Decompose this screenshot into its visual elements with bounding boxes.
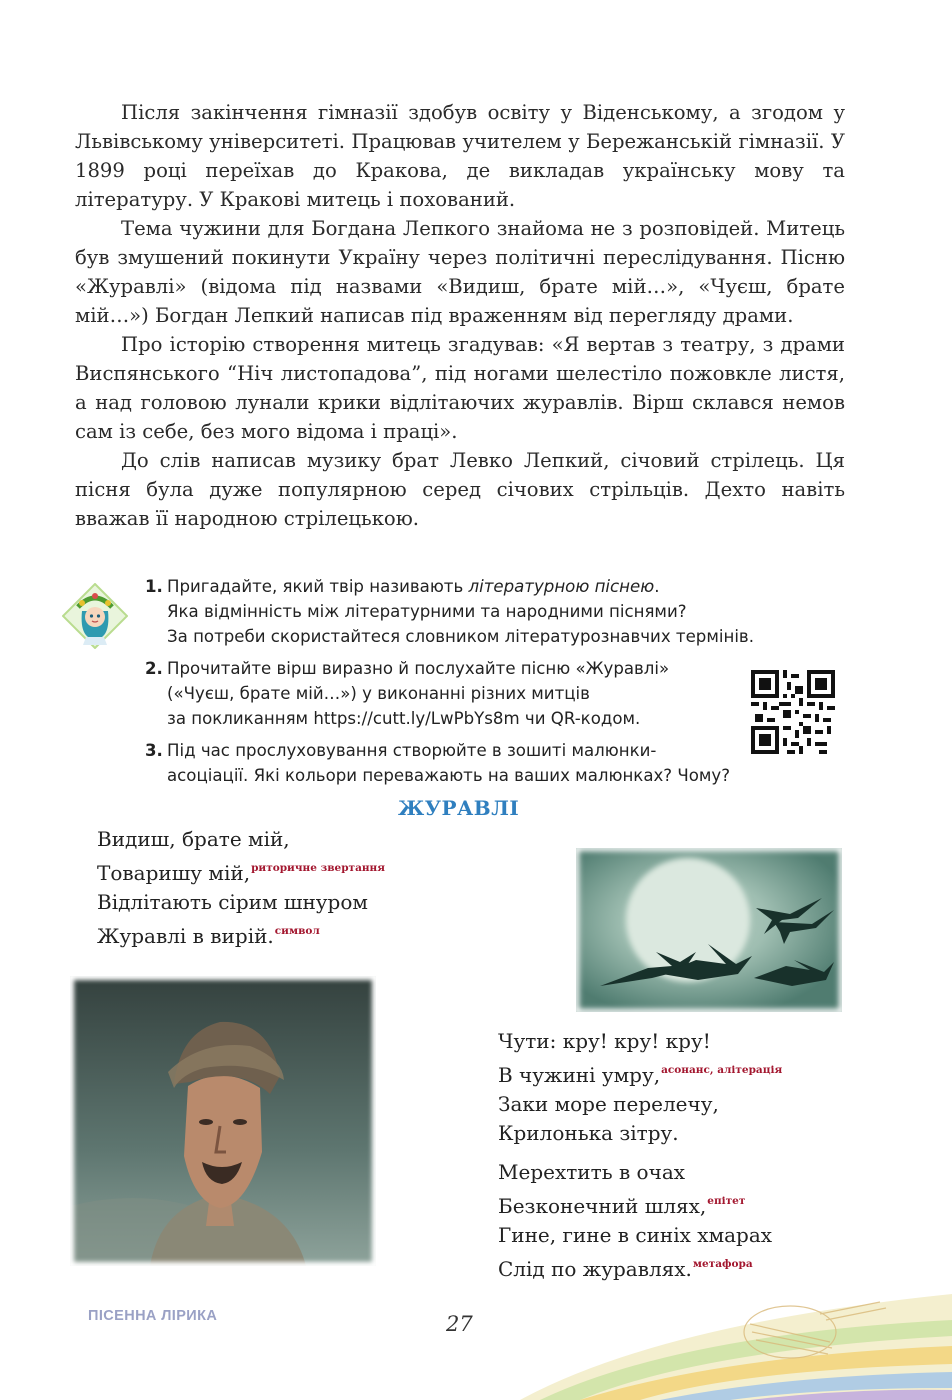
tasks-list xyxy=(145,574,845,795)
poem-line: Безконечний шлях,$^{епітет}$ xyxy=(498,1194,746,1218)
poem-line: Журавлі в вирій.$^{символ}$ xyxy=(97,924,320,948)
girl-with-wreath-icon xyxy=(62,583,128,649)
task-number: 3. xyxy=(145,741,163,760)
stanza-1 xyxy=(97,825,385,951)
task-number: 2. xyxy=(145,659,163,678)
task-text: За потреби скористайтеся словником літературознавчих термінів. xyxy=(167,627,754,646)
stanza-3 xyxy=(498,1158,772,1284)
paragraph-3: Про історію створення митець згадував: «Я вертав з театру, з драми Виспянського “Ніч листопадова”, під ногами шелестіло пожовкле листя, а над головою лунали крики відлітаючих журавлів. Вірш склався немов сам із себе, без мого відома і праці». xyxy=(75,333,845,443)
section-label: ПІСЕННА ЛІРИКА xyxy=(88,1308,218,1324)
poem-line: Крилонька зітру. xyxy=(498,1121,679,1145)
paragraph-2: Тема чужини для Богдана Лепкого знайома не з розповідей. Митець був змушений покинути Україну через політичні переслідування. Пісню «Журавлі» (відома під назвами «Видиш, брате мій…», «Чуєш, брате мій…») Богдан Лепкий написав під враженням від перегляду драми. xyxy=(75,217,845,327)
task-text: Пригадайте, який твір називають xyxy=(167,577,469,596)
poem-line: Мерехтить в очах xyxy=(498,1160,686,1184)
paragraph-4: До слів написав музику брат Левко Лепкий, січовий стрілець. Ця пісня була дуже популярною серед січових стрільців. Дехто навіть вважав її народною стрілецькою. xyxy=(75,449,845,530)
task-link-text: за покликанням https://cutt.ly/LwPbYs8m чи QR-кодом. xyxy=(167,709,641,728)
prose-section xyxy=(75,98,845,533)
task-text: («Чуєш, брате мій…») у виконанні різних митців xyxy=(167,684,590,703)
poem-line: Видиш, брате мій, xyxy=(97,827,290,851)
poem-line: Слід по журавлях.$^{метафора}$ xyxy=(498,1257,753,1281)
annotation-label: асонанс, алітерація xyxy=(661,1064,783,1076)
annotation-label: символ xyxy=(274,925,320,937)
poem-line: Товаришу мій,$^{риторичне звертання}$ xyxy=(97,861,385,885)
task-number: 1. xyxy=(145,577,163,596)
annotation-label: риторичне звертання xyxy=(251,862,385,874)
task-item xyxy=(145,574,845,649)
task-term: літературною піснею xyxy=(468,577,655,596)
task-item xyxy=(145,656,845,731)
poem-line: Відлітають сірим шнуром xyxy=(97,890,368,914)
stanza-2 xyxy=(498,1027,782,1148)
annotation-label: метафора xyxy=(692,1258,753,1270)
portrait-image xyxy=(70,976,376,1266)
task-text: Яка відмінність між літературними та народними піснями? xyxy=(167,602,687,621)
poem-line: Заки море перелечу, xyxy=(498,1092,719,1116)
task-item xyxy=(145,738,845,788)
task-text: асоціації. Які кольори переважають на ваших малюнках? Чому? xyxy=(167,766,731,785)
poem-line: Чути: кру! кру! кру! xyxy=(498,1029,711,1053)
poem-line: Гине, гине в синіх хмарах xyxy=(498,1223,773,1247)
poem-title: ЖУРАВЛІ xyxy=(398,796,520,820)
cranes-moon-image xyxy=(576,848,842,1012)
bandura-ornament-icon xyxy=(520,1284,952,1400)
poem-line: В чужині умру,$^{асонанс, алітерація}$ xyxy=(498,1063,783,1087)
task-text: Під час прослуховування створюйте в зошиті малюнки- xyxy=(167,741,657,760)
task-text: . xyxy=(654,577,660,596)
task-text: Прочитайте вірш виразно й послухайте пісню «Журавлі» xyxy=(167,659,670,678)
paragraph-1: Після закінчення гімназії здобув освіту у Віденському, а згодом у Львівському університеті. Працював учителем у Бережанській гімназії. У 1899 році переїхав до Кракова, де викладав українську мову та літературу. У Кракові митець і похований. xyxy=(75,101,845,211)
annotation-label: епітет xyxy=(707,1195,746,1207)
qr-code-icon[interactable] xyxy=(751,670,835,754)
page-number: 27 xyxy=(446,1312,473,1336)
